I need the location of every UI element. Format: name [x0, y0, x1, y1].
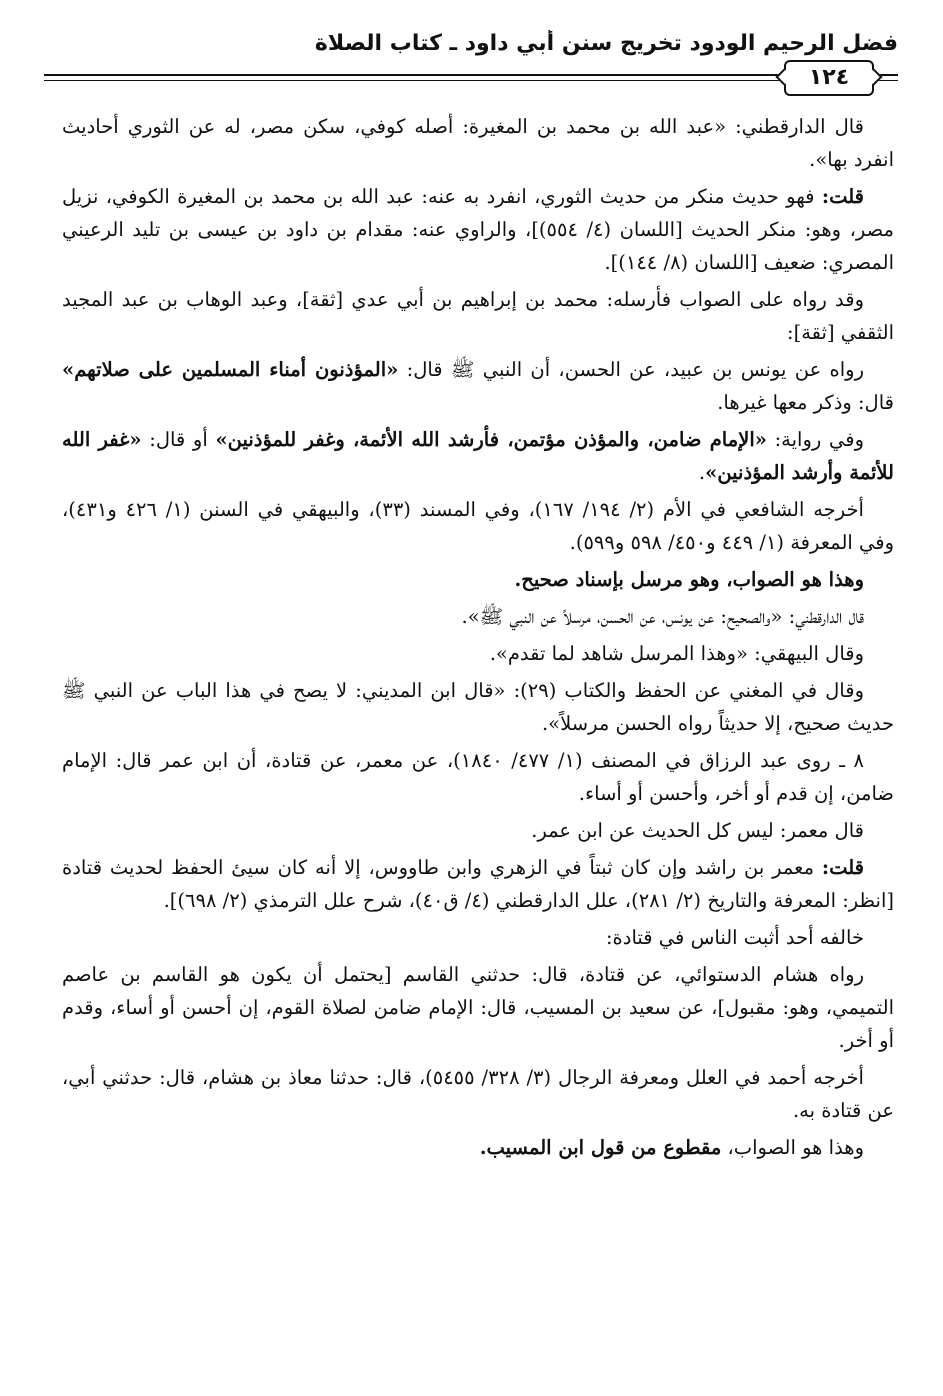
paragraph — [62, 744, 894, 810]
bold-text: «غفر الله للأئمة وأرشد المؤذنين» — [62, 428, 894, 484]
bold-text: قلت: — [821, 185, 864, 208]
header-title: فضل الرحيم الودود تخريج سنن أبي داود ـ كتاب الصلاة — [314, 31, 898, 56]
text-run: رواه هشام الدستوائي، عن قتادة، قال: حدثني القاسم [يحتمل أن يكون هو القاسم بن عاصم التميمي، وهو: مقبول]، عن سعيد بن المسيب، قال: الإمام ضامن لصلاة القوم، إن أحسن أو أساء، وقدم أو أخر. — [62, 963, 894, 1052]
text-run: قال الدارقطني: «عبد الله بن محمد بن المغيرة: أصله كوفي، سكن مصر، له عن الثوري أحاديث انفرد بها». — [62, 115, 894, 171]
paragraph — [62, 1061, 894, 1127]
paragraph — [62, 921, 894, 954]
paragraph — [62, 563, 894, 596]
paragraph — [62, 353, 894, 419]
header-rule — [44, 74, 898, 76]
text-run: خالفه أحد أثبت الناس في قتادة: — [605, 926, 864, 949]
text-run: أخرجه الشافعي في الأم (٢/ ١٩٤/ ١٦٧)، وفي المسند (٣٣)، والبيهقي في السنن (١/ ٤٢٦ و٤٣١)، وفي المعرفة (١/ ٤٤٩ و٤٥٠/ ٥٩٨ و٥٩٩). — [62, 498, 894, 554]
bold-text: مقطوع من قول ابن المسيب. — [479, 1136, 722, 1159]
text-run: أخرجه أحمد في العلل ومعرفة الرجال (٣/ ٣٢٨/ ٥٤٥٥)، قال: حدثنا معاذ بن هشام، قال: حدثني أبي، عن قتادة به. — [62, 1066, 894, 1122]
paragraph — [62, 283, 894, 349]
paragraph — [62, 493, 894, 559]
paragraph — [62, 851, 894, 917]
paragraph — [62, 674, 894, 740]
paragraph — [62, 637, 894, 670]
text-run: وقال في المغني عن الحفظ والكتاب (٢٩): «قال ابن المديني: لا يصح في هذا الباب عن النبي ﷺ حديث صحيح، إلا حديثاً رواه الحسن مرسلاً». — [62, 679, 894, 735]
text-run: رواه عن يونس بن عبيد، عن الحسن، أن النبي ﷺ قال: — [398, 358, 864, 381]
text-run: ٨ ـ روى عبد الرزاق في المصنف (١/ ٤٧٧/ ١٨٤٠)، عن معمر، عن قتادة، أن ابن عمر قال: الإمام ضامن، إن قدم أو أخر، وأحسن أو أساء. — [62, 749, 894, 805]
bold-text: «الإمام ضامن، والمؤذن مؤتمن، فأرشد الله الأئمة، وغفر للمؤذنين» — [215, 428, 767, 451]
paragraph — [62, 110, 894, 176]
paragraph — [62, 814, 894, 847]
text-run: وقد رواه على الصواب فأرسله: محمد بن إبراهيم بن أبي عدي [ثقة]، وعبد الوهاب بن عبد المجيد الثقفي [ثقة]: — [62, 288, 894, 344]
page-number: ١٢٤ — [784, 60, 874, 96]
running-header — [44, 30, 898, 90]
body-text — [62, 110, 894, 1168]
paragraph — [62, 958, 894, 1057]
text-run: وهذا هو الصواب، — [721, 1136, 864, 1159]
text-run: معمر بن راشد وإن كان ثبتاً في الزهري وابن طاووس، إلا أنه كان سيئ الحفظ لحديث قتادة [انظر: المعرفة والتاريخ (٢/ ٢٨١)، علل الدارقطني (٤/ ق٤٠)، شرح علل الترمذي (٢/ ٦٩٨)]. — [62, 856, 894, 912]
paragraph — [62, 600, 894, 633]
text-run: قال معمر: ليس كل الحديث عن ابن عمر. — [531, 819, 864, 842]
paragraph — [62, 180, 894, 279]
header-rule-thin — [44, 80, 898, 81]
bold-text: وهذا هو الصواب، وهو مرسل بإسناد صحيح. — [514, 568, 864, 591]
text-run: . — [698, 461, 706, 484]
bold-text: «المؤذنون أمناء المسلمين على صلاتهم» — [62, 358, 399, 381]
text-run: قال: وذكر معها غيرها. — [717, 391, 894, 414]
text-run: وفي رواية: — [766, 428, 864, 451]
text-run: وقال البيهقي: «وهذا المرسل شاهد لما تقدم». — [489, 642, 864, 665]
text-run: فهو حديث منكر من حديث الثوري، انفرد به عنه: عبد الله بن محمد بن المغيرة الكوفي، نزيل مصر، وهو: منكر الحديث [اللسان (٤/ ٥٥٤)]، والراوي عنه: مقدام بن داود بن عيسى بن تليد الرعيني المصري: ضعيف [اللسان (٨/ ١٤٤)]. — [62, 185, 894, 274]
text-run: أو قال: — [141, 428, 216, 451]
bold-text: قلت: — [821, 856, 864, 879]
text-run: قال الدارقطني: «والصحيح: عن يونس، عن الحسن، مرسلاً عن النبي ﷺ». — [461, 605, 864, 628]
paragraph — [62, 1131, 894, 1164]
paragraph — [62, 423, 894, 489]
